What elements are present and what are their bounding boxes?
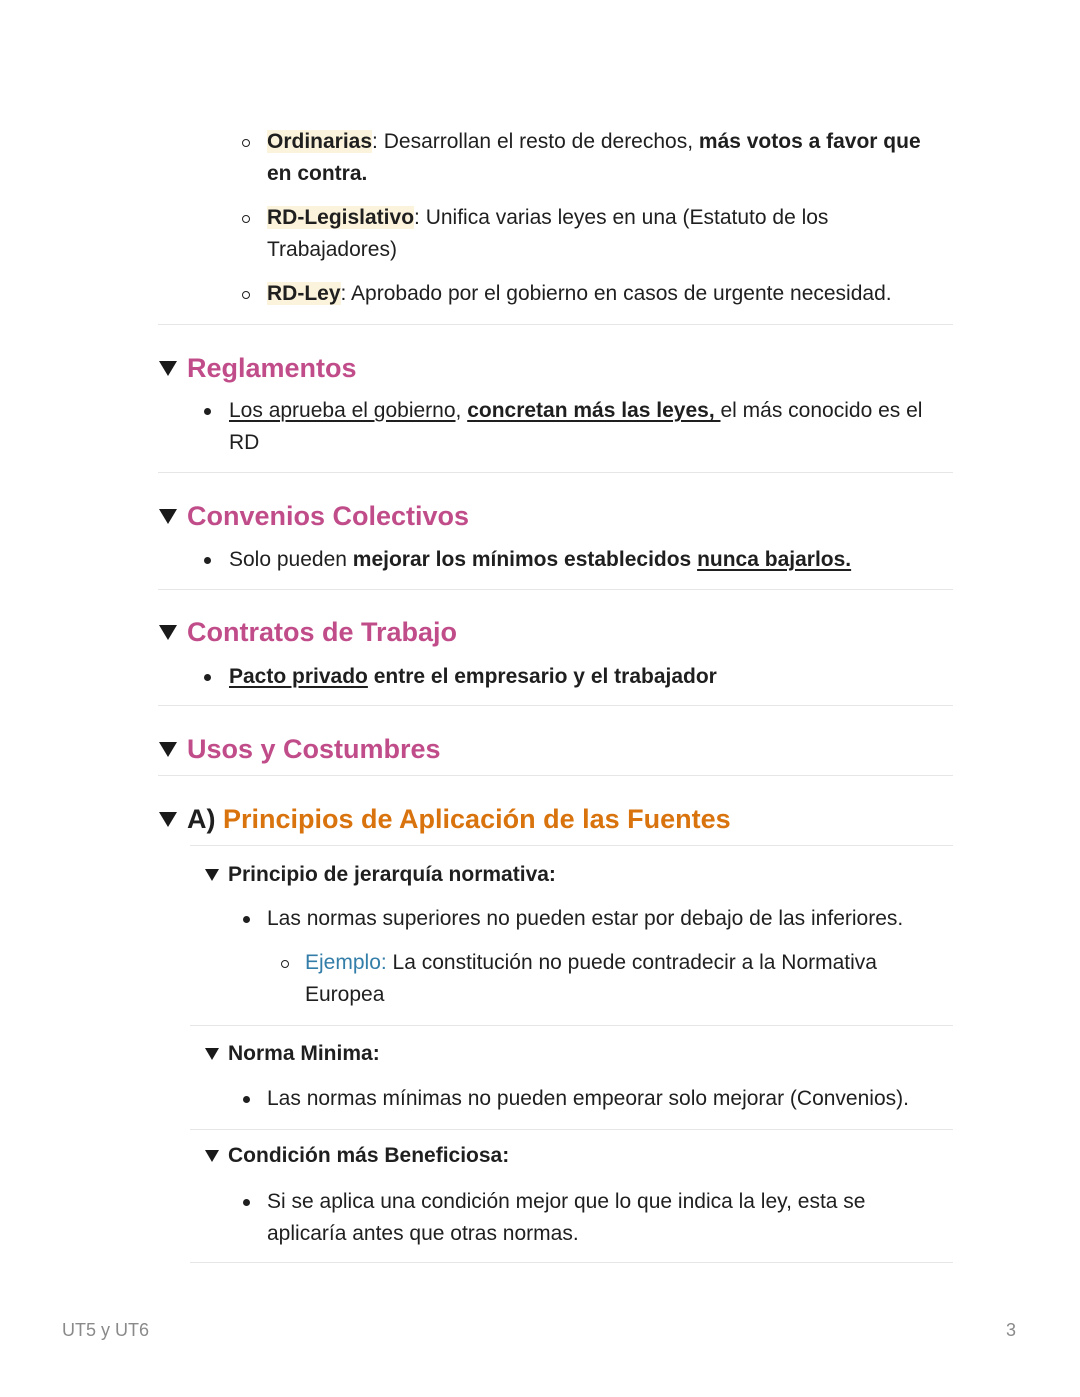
bullet-icon <box>204 674 211 681</box>
list-item-rd-legislativo: RD-Legislativo: Unifica varias leyes en una (Estatuto de los <box>267 206 829 229</box>
toggle-triangle-icon[interactable] <box>205 869 219 881</box>
list-item-rd-legislativo-cont: Trabajadores) <box>267 238 397 261</box>
list-item-ordinarias-cont: en contra. <box>267 162 368 185</box>
list-item-ejemplo-cont: Europea <box>305 983 385 1006</box>
list-item-ordinarias: Ordinarias: Desarrollan el resto de derechos, más votos a favor que <box>267 130 921 153</box>
list-item-beneficiosa: Si se aplica una condición mejor que lo que indica la ley, esta se <box>267 1190 866 1213</box>
toggle-triangle-icon[interactable] <box>205 1150 219 1162</box>
list-item-beneficiosa-cont: aplicaría antes que otras normas. <box>267 1222 579 1245</box>
divider <box>190 845 953 846</box>
heading-norma-minima: Norma Minima: <box>228 1042 380 1065</box>
divider <box>190 1025 953 1026</box>
circle-bullet-icon <box>242 291 250 299</box>
circle-bullet-icon <box>242 139 250 147</box>
divider <box>190 1129 953 1130</box>
bullet-icon <box>243 1199 250 1206</box>
bullet-icon <box>204 408 211 415</box>
toggle-triangle-icon[interactable] <box>159 812 177 827</box>
divider <box>158 472 953 473</box>
divider <box>158 775 953 776</box>
toggle-triangle-icon[interactable] <box>159 509 177 524</box>
divider <box>190 1262 953 1263</box>
toggle-triangle-icon[interactable] <box>205 1048 219 1060</box>
list-item-jerarquia: Las normas superiores no pueden estar por debajo de las inferiores. <box>267 907 904 930</box>
list-item-norma-minima: Las normas mínimas no pueden empeorar solo mejorar (Convenios). <box>267 1087 909 1110</box>
divider <box>158 705 953 706</box>
heading-contratos-de-trabajo: Contratos de Trabajo <box>187 617 458 647</box>
heading-convenios-colectivos: Convenios Colectivos <box>187 501 470 531</box>
list-item-ejemplo: Ejemplo: La constitución no puede contradecir a la Normativa <box>305 951 877 974</box>
divider <box>158 324 953 325</box>
list-item-contratos: Pacto privado entre el empresario y el trabajador <box>229 665 717 688</box>
bullet-icon <box>243 916 250 923</box>
list-item-reglamentos: Los aprueba el gobierno, concretan más las leyes, el más conocido es el <box>229 399 923 422</box>
page-number: 3 <box>1006 1320 1017 1340</box>
toggle-triangle-icon[interactable] <box>159 361 177 376</box>
heading-usos-y-costumbres: Usos y Costumbres <box>187 734 441 764</box>
bullet-icon <box>204 557 211 564</box>
toggle-triangle-icon[interactable] <box>159 625 177 640</box>
bullet-icon <box>243 1096 250 1103</box>
heading-condicion-beneficiosa: Condición más Beneficiosa: <box>228 1144 510 1167</box>
heading-jerarquia-normativa: Principio de jerarquía normativa: <box>228 863 556 886</box>
heading-reglamentos: Reglamentos <box>187 353 357 383</box>
divider <box>158 589 953 590</box>
list-item-rd-ley: RD-Ley: Aprobado por el gobierno en casos de urgente necesidad. <box>267 282 892 305</box>
circle-bullet-icon <box>242 215 250 223</box>
footer-title: UT5 y UT6 <box>62 1320 150 1340</box>
list-item-reglamentos-cont: RD <box>229 431 260 454</box>
list-item-convenios: Solo pueden mejorar los mínimos establecidos nunca bajarlos. <box>229 548 852 571</box>
toggle-triangle-icon[interactable] <box>159 742 177 757</box>
heading-principios: A) Principios de Aplicación de las Fuentes <box>187 804 731 834</box>
circle-bullet-icon <box>281 960 289 968</box>
